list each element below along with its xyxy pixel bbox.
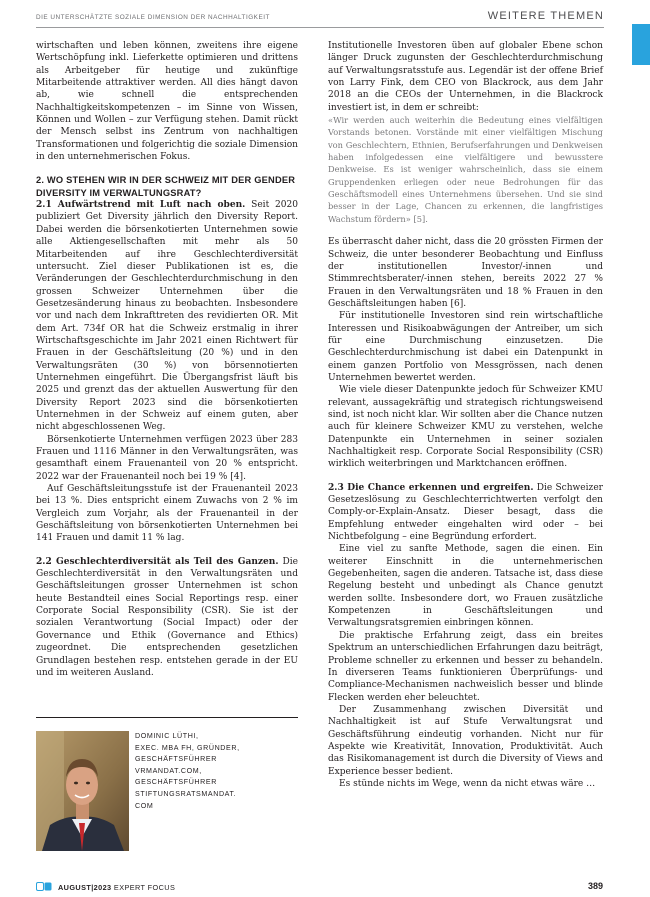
author-portrait <box>36 731 129 851</box>
author-line: GESCHÄFTSFÜHRER <box>135 755 217 764</box>
right-column <box>328 40 603 790</box>
author-divider <box>36 717 298 718</box>
author-bio <box>135 731 295 812</box>
paragraph: Auf Geschäftsleitungsstufe ist der Frauenanteil 2023 bei 13 %. Dies entspricht einem Zuwachs von 2 % im Vergleich zum Vorjahr, als der Frauenanteil in der Geschäftsleitung von börsenkotierten Unternehmen bei 141 Frauen und damit 11 % lag. <box>36 484 298 544</box>
blockquote: «Wir werden auch weiterhin die Bedeutung eines vielfältigen Vorstands betonen. Vorstände mit einer vielfältigen Mischung von Geschlechtern, Ethnien, Berufserfahrungen und Denkweisen haben infolgedessen eine vielfältigere und bewusstere Denkweise. Es ist weniger wahrscheinlich, dass sie einem Gruppendenken erliegen oder neue Bedrohungen für das Geschäftsmodell eines Unternehmens übersehen. Und sie sind besser in der Lage, Chancen zu erkennen, die langfristiges Wachstum fördern» [5]. <box>328 115 603 224</box>
left-column <box>36 40 298 679</box>
paragraph: Der Zusammenhang zwischen Diversität und Nachhaltigkeit ist auf Stufe Verwaltungsrat und Geschäftsführung eindeutig vorhanden. Nicht nur für Aspekte wie Kreativität, Innovation, Produktivität. Auch das Risikomanagement ist durch die Diversity of Views and Experience besser bedient. <box>328 704 603 777</box>
author-line: EXEC. MBA FH, GRÜNDER, <box>135 743 240 752</box>
paragraph: Wie viele dieser Datenpunkte jedoch für Schweizer KMU relevant, aussagekräftig und strategisch richtungsweisend sind, ist noch nicht klar. Wir sollten aber die Chance nutzen auch für kleinere Schweizer KMU zu verstehen, welche Datenpunkte ein Unternehmen in seiner sozialen Nachhaltigkeit resp. Corporate Social Responsibility (CSR) wirklich weiterbringen und Marktchancen eröffnen. <box>328 385 603 470</box>
paragraph: Für institutionelle Investoren sind rein wirtschaftliche Interessen und Risikoabwägungen der Antreiber, um sich für eine Durchmischung einzusetzen. Die Geschlechterdurchmischung ist dabei ein Datenpunkt in einem ganzen Portfolio von Messgrössen, nach denen Unternehmen bewertet werden. <box>328 311 603 383</box>
subsection-title: 2.1 Aufwärtstrend mit Luft nach oben. <box>36 200 246 211</box>
paragraph: wirtschaften und leben können, zweitens ihre eigene Wertschöpfung inkl. Lieferkette optimieren und drittens als Arbeitgeber für heutige und zukünftige Mitarbeitende attraktiver werden. All dies hängt davon ab, wie schnell die entsprechenden Nachhaltigkeitskompetenzen – im Sinne von Wissen, Können und Wollen – zur Verfügung stehen. Damit rückt der Mensch selbst ins Zentrum von nachhaltigen Transformationen und folgerichtig die soziale Dimension in den unternehmerischen Fokus. <box>36 41 298 163</box>
page-number: 389 <box>587 881 603 891</box>
author-line: COM <box>135 801 154 810</box>
paragraph: Die praktische Erfahrung zeigt, dass ein breites Spektrum an unterschiedlichen Erfahrungen dazu beiträgt, Probleme schneller zu erkennen und besser zu behandeln. In diverseren Teams funktionieren Überprüfungs- und Compliance-Mechanismen nachweislich besser und blinde Flecken werden eher beleuchtet. <box>328 630 603 703</box>
author-line: DOMINIC LÜTHI, <box>135 732 199 740</box>
author-line: VRMANDAT.COM, <box>135 766 202 775</box>
paragraph: 2.2 Geschlechterdiversität als Teil des Ganzen. Die Geschlechterdiversität in den Verwaltungsräten und Geschäftsleitungen grosser Unternehmen ist schon heute Bestandteil eines Social Reportings resp. einer Corporate Social Responsibility (CSR). Sie ist der sozialen Verantwortung (Social Impact) oder der Governance und Ethik (Governance and Ethics) zugeordnet. Die entsprechenden gesetzlichen Grundlagen bestehen resp. entstehen gerade in der EU und im weiteren Ausland. <box>36 556 298 678</box>
footer <box>36 882 175 893</box>
paragraph: Es stünde nichts im Wege, wenn da nicht etwas wäre … <box>339 778 596 789</box>
running-title: DIE UNTERSCHÄTZTE SOZIALE DIMENSION DER NACHHALTIGKEIT <box>36 14 270 21</box>
subsection-title: 2.2 Geschlechterdiversität als Teil des Ganzen. <box>36 556 279 567</box>
author-line: STIFTUNGSRATSMANDAT. <box>135 789 237 798</box>
paragraph: 2.3 Die Chance erkennen und ergreifen. Die Schweizer Gesetzeslösung zu Geschlechterrichtwerten verfolgt den Comply-or-Explain-Ansatz. Dieser besagt, dass die Empfehlung entweder eingehalten wird oder – bei Nichtbefolgung – eine Begründung erfordert. <box>328 482 603 543</box>
subsection-title: 2.3 Die Chance erkennen und ergreifen. <box>328 482 534 493</box>
paragraph: Börsenkotierte Unternehmen verfügen 2023 über 283 Frauen und 1116 Männer in den Verwaltungsräten, was gesamthaft einem Frauenanteil von 20 % entspricht. 2022 war der Frauenanteil noch bei 19 % [4]. <box>36 434 298 482</box>
issue-date: AUGUST|2023 <box>58 883 112 892</box>
paragraph: Eine viel zu sanfte Methode, sagen die einen. Ein weiterer Einschnitt in die unternehmerischen Gegebenheiten, sagen die anderen. Tatsache ist, dass diese Regelung besteht und unbedingt als Chance genutzt werden sollte. Insbesondere dort, wo Frauen zusätzliche Kompetenzen in Geschäftsleitungen und Verwaltungsratsgremien einbringen können. <box>328 544 603 629</box>
paragraph: Es überrascht daher nicht, dass die 20 grössten Firmen der Schweiz, die unter besonderer Beobachtung und Einfluss der institutionellen Investor/-innen und Stimmrechtsberater/-innen stehen, bereits 2022 27 % Frauen in den Verwaltungsräten und 18 % Frauen in den Geschäftsleitungen haben [6]. <box>328 237 603 309</box>
section-title: WEITERE THEMEN <box>487 10 604 22</box>
author-line: GESCHÄFTSFÜHRER <box>135 778 217 787</box>
paragraph: 2.1 Aufwärtstrend mit Luft nach oben. Seit 2020 publiziert Get Diversity jährlich den Diversity Report. Dabei werden die börsenkotierten Unternehmen sowie alle Aktiengesellschaften mit mehr als 50 Mitarbeitenden auf ihre Geschlechterdiversität untersucht. Ziel dieser Publikationen ist es, die Veränderungen der Geschlechterdurchmischung in den grossen Schweizer Unternehmen über die Gesetzesänderung hinaus zu beobachten. Insbesondere vor und nach dem Inkrafttreten des revidierten OR. Mit dem Art. 734f OR hat die Schweiz erstmalig in ihrer Wirtschaftsgeschichte im Jahr 2021 einen Richtwert für Frauen in der Geschäftsleitung (20 %) und in den Verwaltungsräten (30 %) von börsennotierten Unternehmen eingeführt. Die Übergangsfrist läuft bis 2025 und grenzt das der aktuellen Auswertung für den Diversity Report 2023 sind die börsenkotierten Unternehmen in der Schweiz auf einem guten, aber nicht abgeschlossenen Weg. <box>36 200 298 433</box>
section-tab-marker <box>632 24 650 65</box>
header-divider <box>36 27 604 28</box>
magazine-name: EXPERT FOCUS <box>113 883 176 892</box>
section-heading: 2. WO STEHEN WIR IN DER SCHWEIZ MIT DER GENDER DIVERSITY IM VERWALTUNGSRAT? <box>36 175 296 198</box>
paragraph: Institutionelle Investoren üben auf globaler Ebene schon länger Druck zugunsten der Geschlechterdurchmischung auf Verwaltungsratsstufe aus. Legendär ist der offene Brief von Larry Fink, dem CEO von Blackrock, aus dem Jahr 2018 an die CEOs der Unternehmen, in die Blackrock investiert ist, in dem er schreibt: <box>328 41 603 113</box>
magazine-logo-icon <box>36 882 52 893</box>
